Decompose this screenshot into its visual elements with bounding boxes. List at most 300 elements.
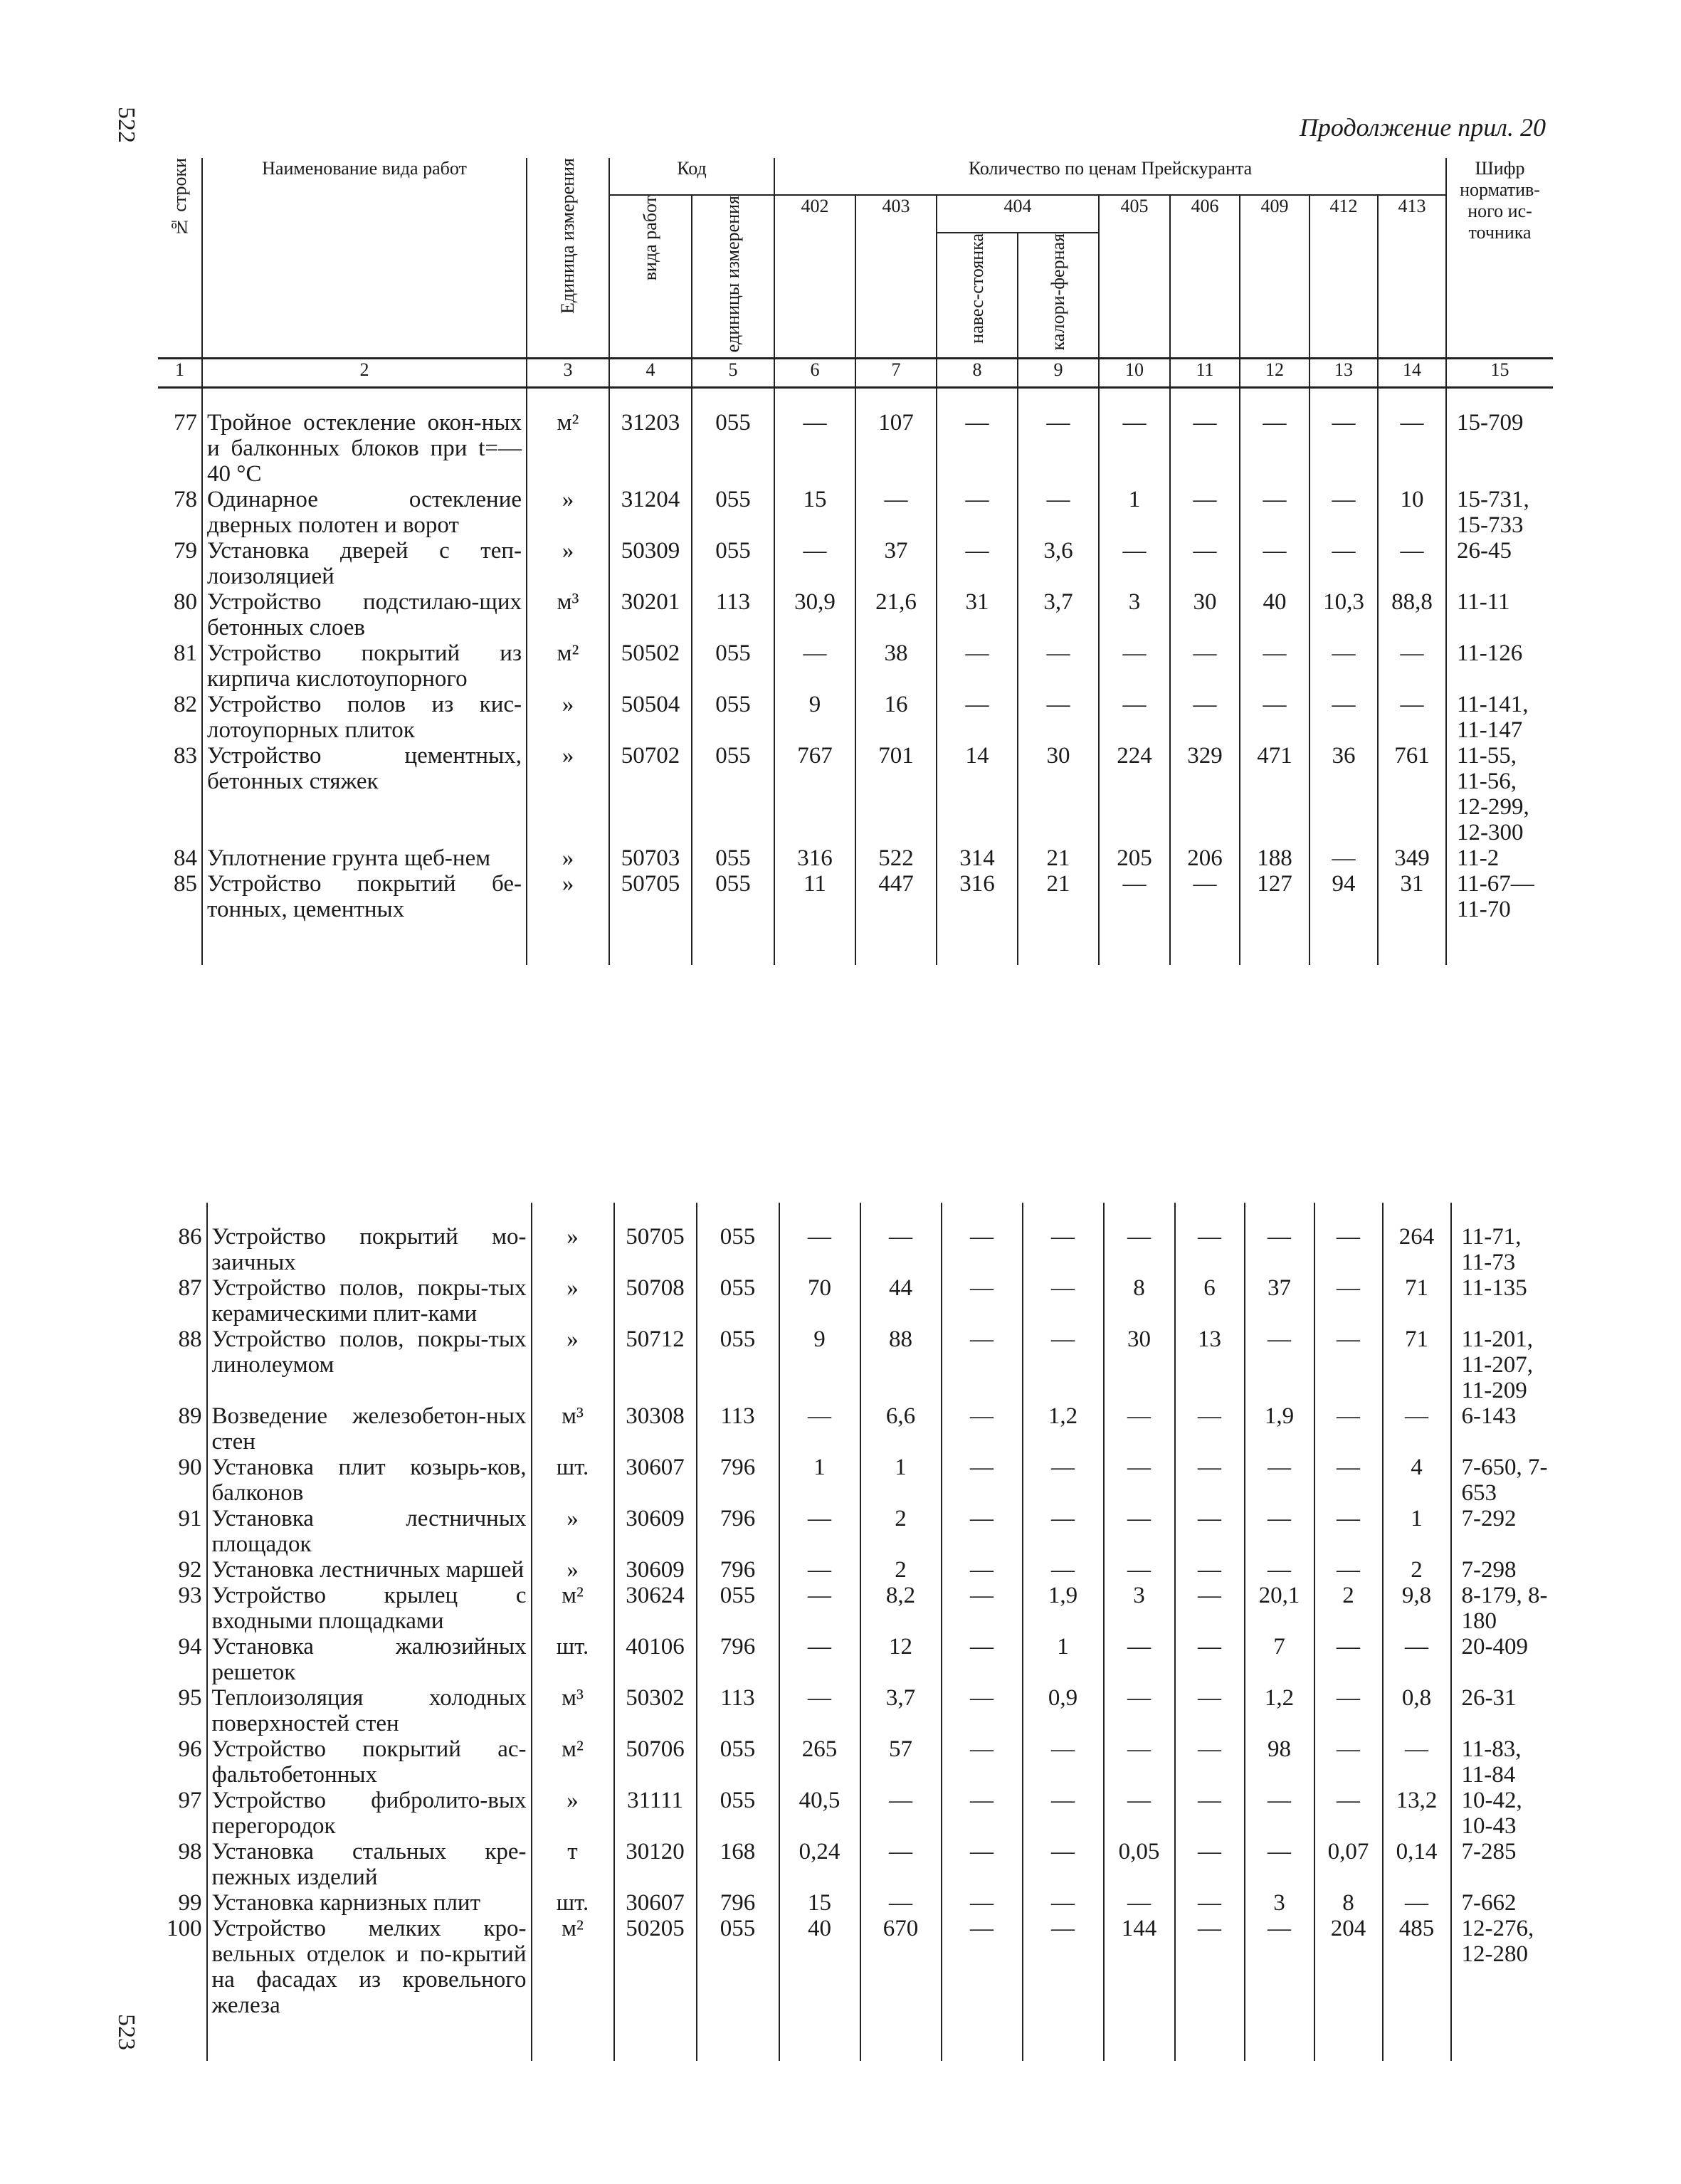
table-cell: 11-135 — [1451, 1275, 1558, 1326]
table-cell: 50705 — [614, 1224, 697, 1275]
table-cell: — — [942, 1506, 1023, 1557]
table-cell: — — [1099, 410, 1170, 487]
table-cell: — — [1310, 410, 1378, 487]
table-cell: 3 — [1099, 589, 1170, 640]
table-cell: 70 — [779, 1275, 860, 1326]
table-cell: — — [1104, 1506, 1175, 1557]
table-row — [162, 1506, 1558, 1557]
table-cell: — — [860, 1224, 942, 1275]
table-cell: 2 — [860, 1506, 942, 1557]
table-cell: 471 — [1240, 743, 1310, 845]
work-name: Устройство полов из кис-лотоупорных плиток — [202, 692, 527, 743]
table-cell: 6 — [1175, 1275, 1245, 1326]
row-number: 81 — [174, 640, 197, 667]
table-row — [162, 1916, 1558, 2018]
table-cell: » — [527, 871, 609, 922]
table-cell: — — [860, 1788, 942, 1839]
table-cell: 329 — [1170, 743, 1240, 845]
work-name: Устройство покрытий мо-заичных — [207, 1224, 532, 1275]
table-cell: м² — [532, 1916, 614, 2018]
table-cell: шт. — [532, 1634, 614, 1685]
table-row — [162, 1224, 1558, 1275]
table-cell: 7-285 — [1451, 1839, 1558, 1890]
table-row — [158, 487, 1553, 538]
row-number: 86 — [178, 1224, 202, 1250]
work-name: Устройство покрытий бе-тонных, цементных — [202, 871, 527, 922]
table-cell: 1,2 — [1245, 1685, 1314, 1736]
table-cell: 1 — [1099, 487, 1170, 538]
table-cell: 1 — [1023, 1634, 1104, 1685]
table-row — [162, 1326, 1558, 1403]
table-cell: — — [1240, 487, 1310, 538]
table-cell: — — [1099, 538, 1170, 589]
table-cell: — — [1378, 538, 1446, 589]
table-cell: — — [779, 1583, 860, 1634]
work-name: Одинарное остекление дверных полотен и ворот — [202, 487, 527, 538]
table-cell: — — [1023, 1275, 1104, 1326]
table-cell: 11-83, 11-84 — [1451, 1736, 1558, 1788]
table-cell: — — [1175, 1736, 1245, 1788]
table-cell: — — [1170, 692, 1240, 743]
table-row — [162, 1403, 1558, 1455]
table-cell: 6-143 — [1451, 1403, 1558, 1455]
table-cell: 71 — [1383, 1275, 1451, 1326]
table-cell: 796 — [697, 1506, 779, 1557]
table-cell: 94 — [1310, 871, 1378, 922]
header-row-no: № строки — [158, 158, 202, 359]
table-cell: — — [1314, 1326, 1383, 1403]
table-cell: м² — [532, 1736, 614, 1788]
row-number: 90 — [178, 1455, 202, 1480]
table-cell: 30201 — [609, 589, 692, 640]
table-cell: — — [937, 640, 1018, 692]
row-number: 100 — [167, 1916, 202, 1941]
table-cell: 37 — [855, 538, 937, 589]
table-cell: 50302 — [614, 1685, 697, 1736]
table-cell: — — [1099, 692, 1170, 743]
table-cell: — — [1104, 1455, 1175, 1506]
table-cell: 12-276, 12-280 — [1451, 1916, 1558, 2018]
table-cell: 055 — [692, 743, 774, 845]
table-cell: — — [942, 1736, 1023, 1788]
table-cell: 055 — [697, 1788, 779, 1839]
table-bottom — [162, 1203, 1558, 2061]
table-cell: 30609 — [614, 1557, 697, 1583]
table-cell: — — [779, 1557, 860, 1583]
row-number: 93 — [178, 1583, 202, 1608]
table-cell: 3,6 — [1018, 538, 1099, 589]
table-cell: — — [1245, 1506, 1314, 1557]
row-number: 85 — [174, 871, 197, 897]
table-cell: 188 — [1240, 845, 1310, 871]
table-cell: шт. — [532, 1455, 614, 1506]
table-cell: 8 — [1104, 1275, 1175, 1326]
work-name: Устройство подстилаю-щих бетонных слоев — [202, 589, 527, 640]
table-cell: 15-709 — [1446, 410, 1553, 487]
table-cell: — — [1018, 640, 1099, 692]
table-cell: 055 — [697, 1583, 779, 1634]
table-cell: — — [1245, 1839, 1314, 1890]
table-cell: — — [855, 487, 937, 538]
table-cell: — — [1175, 1224, 1245, 1275]
table-cell: 98 — [1245, 1736, 1314, 1788]
header-price-406: 406 — [1170, 195, 1240, 359]
table-row — [162, 1736, 1558, 1788]
table-cell: 206 — [1170, 845, 1240, 871]
table-cell: » — [527, 538, 609, 589]
table-row — [158, 410, 1553, 487]
row-number: 95 — [178, 1685, 202, 1711]
table-cell: 522 — [855, 845, 937, 871]
table-cell: 50705 — [609, 871, 692, 922]
table-cell: 26-45 — [1446, 538, 1553, 589]
table-cell: 2 — [1383, 1557, 1451, 1583]
table-cell: — — [1378, 410, 1446, 487]
table-cell: — — [1240, 692, 1310, 743]
table-cell: 50504 — [609, 692, 692, 743]
table-cell: 13,2 — [1383, 1788, 1451, 1839]
table-cell: 314 — [937, 845, 1018, 871]
table-cell: 055 — [692, 487, 774, 538]
table-cell: — — [1018, 487, 1099, 538]
table-cell: 88 — [860, 1326, 942, 1403]
table-cell: — — [1310, 538, 1378, 589]
table-cell: — — [779, 1506, 860, 1557]
work-name: Устройство крылец с входными площадками — [207, 1583, 532, 1634]
table-cell: — — [1314, 1224, 1383, 1275]
table-cell: — — [1023, 1506, 1104, 1557]
table-row — [162, 1685, 1558, 1736]
table-row — [158, 692, 1553, 743]
table-cell: — — [1023, 1557, 1104, 1583]
column-numbers-row: 1 2 3 4 5 6 7 8 9 10 11 12 13 14 15 — [158, 359, 1553, 388]
table-cell: — — [937, 692, 1018, 743]
table-cell: 264 — [1383, 1224, 1451, 1275]
table-cell: 14 — [937, 743, 1018, 845]
table-cell: — — [860, 1890, 942, 1916]
table-cell: 40106 — [614, 1634, 697, 1685]
table-cell: » — [532, 1557, 614, 1583]
table-cell: 8 — [1314, 1890, 1383, 1916]
row-number: 99 — [178, 1890, 202, 1916]
table-cell: 055 — [692, 845, 774, 871]
table-cell: 11 — [774, 871, 855, 922]
work-name: Устройство мелких кро-вельных отделок и по-крытий на фасадах из кровельного железа — [207, 1916, 532, 2018]
table-row — [162, 1455, 1558, 1506]
table-cell: » — [527, 487, 609, 538]
table-cell: — — [1170, 487, 1240, 538]
table-cell: 31204 — [609, 487, 692, 538]
table-cell: — — [1378, 692, 1446, 743]
table-cell: — — [1175, 1788, 1245, 1839]
table-cell: 8,2 — [860, 1583, 942, 1634]
header-price-404-shed: навес-стоянка — [937, 233, 1018, 359]
table-cell: — — [1170, 410, 1240, 487]
table-cell: 113 — [697, 1685, 779, 1736]
table-cell: — — [942, 1634, 1023, 1685]
table-bottom-body — [162, 1203, 1558, 2061]
table-cell: 796 — [697, 1557, 779, 1583]
table-cell: — — [1314, 1634, 1383, 1685]
table-cell: — — [1314, 1275, 1383, 1326]
table-cell: — — [1175, 1890, 1245, 1916]
table-cell: — — [942, 1916, 1023, 2018]
table-cell: 30607 — [614, 1890, 697, 1916]
table-cell: 055 — [697, 1224, 779, 1275]
row-number: 98 — [178, 1839, 202, 1864]
table-cell: 0,24 — [779, 1839, 860, 1890]
table-cell: 30 — [1104, 1326, 1175, 1403]
table-cell: — — [1310, 487, 1378, 538]
row-number: 84 — [174, 845, 197, 872]
table-cell: — — [1240, 410, 1310, 487]
header-source: Шифр норматив-ного ис-точника — [1446, 158, 1553, 359]
work-name: Устройство фибролито-вых перегородок — [207, 1788, 532, 1839]
table-cell: 055 — [697, 1275, 779, 1326]
table-row — [162, 1557, 1558, 1583]
table-cell: 31 — [1378, 871, 1446, 922]
work-name: Теплоизоляция холодных поверхностей стен — [207, 1685, 532, 1736]
table-cell: » — [527, 845, 609, 871]
table-cell: — — [1104, 1890, 1175, 1916]
table-row — [162, 1583, 1558, 1634]
table-cell: 40 — [1240, 589, 1310, 640]
table-cell: — — [1314, 1455, 1383, 1506]
table-cell: — — [1023, 1839, 1104, 1890]
table-cell: 7-298 — [1451, 1557, 1558, 1583]
header-price-402: 402 — [774, 195, 855, 359]
table-cell: 1,2 — [1023, 1403, 1104, 1455]
table-cell: т — [532, 1839, 614, 1890]
table-cell: — — [1175, 1916, 1245, 2018]
table-cell: 796 — [697, 1890, 779, 1916]
table-cell: — — [942, 1455, 1023, 1506]
table-cell: — — [1175, 1583, 1245, 1634]
row-number: 82 — [174, 692, 197, 718]
table-cell: 1 — [779, 1455, 860, 1506]
table-top — [158, 158, 1553, 965]
table-cell: 0,8 — [1383, 1685, 1451, 1736]
table-cell: 10 — [1378, 487, 1446, 538]
work-name: Устройство полов, покры-тых керамическими плит-ками — [207, 1275, 532, 1326]
table-cell: 31203 — [609, 410, 692, 487]
table-cell: 40 — [779, 1916, 860, 2018]
table-cell: — — [1175, 1685, 1245, 1736]
table-cell: 2 — [1314, 1583, 1383, 1634]
work-name: Установка жалюзийных решеток — [207, 1634, 532, 1685]
table-cell: 37 — [1245, 1275, 1314, 1326]
table-cell: 50708 — [614, 1275, 697, 1326]
table-cell: — — [774, 640, 855, 692]
table-row — [158, 640, 1553, 692]
page-number-top: 522 — [113, 107, 139, 143]
table-cell: 701 — [855, 743, 937, 845]
table-cell: 3 — [1245, 1890, 1314, 1916]
table-cell: — — [1104, 1403, 1175, 1455]
table-cell: — — [1310, 640, 1378, 692]
table-cell: — — [1245, 1788, 1314, 1839]
table-cell: 21 — [1018, 871, 1099, 922]
table-cell: — — [1170, 538, 1240, 589]
header-code-work: вида работ — [609, 195, 692, 359]
table-cell: — — [1175, 1839, 1245, 1890]
table-cell: 26-31 — [1451, 1685, 1558, 1736]
table-cell: 11-11 — [1446, 589, 1553, 640]
table-cell: — — [942, 1583, 1023, 1634]
table-cell: — — [1104, 1557, 1175, 1583]
table-cell: — — [942, 1224, 1023, 1275]
table-row — [158, 743, 1553, 845]
table-cell: 20-409 — [1451, 1634, 1558, 1685]
table-cell: 485 — [1383, 1916, 1451, 2018]
table-cell: — — [942, 1326, 1023, 1403]
table-cell: — — [942, 1890, 1023, 1916]
table-cell: 50712 — [614, 1326, 697, 1403]
table-cell: 12 — [860, 1634, 942, 1685]
table-cell: 224 — [1099, 743, 1170, 845]
work-name: Устройство покрытий ас-фальтобетонных — [207, 1736, 532, 1788]
table-cell: 50309 — [609, 538, 692, 589]
table-cell: 11-71, 11-73 — [1451, 1224, 1558, 1275]
table-cell: м² — [532, 1583, 614, 1634]
table-cell: 3,7 — [860, 1685, 942, 1736]
table-cell: — — [1023, 1455, 1104, 1506]
table-cell: 3 — [1104, 1583, 1175, 1634]
table-cell: — — [1314, 1557, 1383, 1583]
table-cell: — — [1314, 1403, 1383, 1455]
row-number: 78 — [174, 487, 197, 513]
row-number: 89 — [178, 1403, 202, 1429]
table-cell: м³ — [532, 1685, 614, 1736]
table-cell: 204 — [1314, 1916, 1383, 2018]
header-price-413: 413 — [1378, 195, 1446, 359]
table-cell: 30607 — [614, 1455, 697, 1506]
table-cell: 7 — [1245, 1634, 1314, 1685]
table-cell: 107 — [855, 410, 937, 487]
table-cell: 11-201, 11-207, 11-209 — [1451, 1326, 1558, 1403]
table-cell: 38 — [855, 640, 937, 692]
table-cell: 1 — [1383, 1506, 1451, 1557]
row-number: 96 — [178, 1736, 202, 1762]
row-number: 83 — [174, 743, 197, 769]
table-cell: — — [779, 1403, 860, 1455]
table-cell: 127 — [1240, 871, 1310, 922]
table-cell: 44 — [860, 1275, 942, 1326]
work-name: Возведение железобетон-ных стен — [207, 1403, 532, 1455]
row-number: 88 — [178, 1326, 202, 1352]
table-cell: — — [1104, 1685, 1175, 1736]
work-name: Установка стальных кре-пежных изделий — [207, 1839, 532, 1890]
table-cell: — — [1023, 1736, 1104, 1788]
work-name: Устройство покрытий из кирпича кислотоупорного — [202, 640, 527, 692]
table-cell: 30,9 — [774, 589, 855, 640]
row-number: 79 — [174, 538, 197, 564]
work-name: Уплотнение грунта щеб-нем — [202, 845, 527, 871]
table-row — [162, 1634, 1558, 1685]
table-cell: 50703 — [609, 845, 692, 871]
table-cell: 88,8 — [1378, 589, 1446, 640]
table-cell: — — [1175, 1455, 1245, 1506]
table-cell: » — [532, 1275, 614, 1326]
table-cell: 50502 — [609, 640, 692, 692]
work-name: Установка лестничных площадок — [207, 1506, 532, 1557]
table-cell: 15-731, 15-733 — [1446, 487, 1553, 538]
table-cell: — — [1104, 1788, 1175, 1839]
table-cell: » — [532, 1224, 614, 1275]
table-cell: — — [1104, 1736, 1175, 1788]
table-cell: 9 — [779, 1326, 860, 1403]
table-cell: — — [942, 1403, 1023, 1455]
table-cell: — — [1023, 1916, 1104, 2018]
table-cell: — — [942, 1275, 1023, 1326]
table-cell: 055 — [692, 410, 774, 487]
table-cell: 1 — [860, 1455, 942, 1506]
table-cell: — — [1023, 1788, 1104, 1839]
header-price-404-calorifer: калори-ферная — [1018, 233, 1099, 359]
continuation-title: Продолжение прил. 20 — [1299, 113, 1546, 142]
table-cell: — — [1018, 410, 1099, 487]
header-price-412: 412 — [1310, 195, 1378, 359]
table-row — [162, 1890, 1558, 1916]
header-unit: Единица измерения — [527, 158, 609, 359]
table-cell: 7-292 — [1451, 1506, 1558, 1557]
table-cell: 670 — [860, 1916, 942, 2018]
table-cell: — — [1175, 1634, 1245, 1685]
table-cell: 30 — [1018, 743, 1099, 845]
row-number: 77 — [174, 410, 197, 436]
table-cell: — — [774, 538, 855, 589]
table-cell: 767 — [774, 743, 855, 845]
table-cell: — — [1099, 871, 1170, 922]
table-cell: — — [1378, 640, 1446, 692]
table-cell: 50205 — [614, 1916, 697, 2018]
table-cell: 144 — [1104, 1916, 1175, 2018]
table-cell: 8-179, 8-180 — [1451, 1583, 1558, 1634]
table-cell: 10,3 — [1310, 589, 1378, 640]
table-cell: — — [1245, 1557, 1314, 1583]
table-cell: — — [779, 1634, 860, 1685]
table-cell: — — [1170, 871, 1240, 922]
table-cell: 31 — [937, 589, 1018, 640]
table-cell: — — [1175, 1403, 1245, 1455]
table-cell: — — [942, 1788, 1023, 1839]
table-row — [158, 589, 1553, 640]
table-cell: 055 — [697, 1916, 779, 2018]
table-cell: 055 — [692, 692, 774, 743]
table-cell: 50706 — [614, 1736, 697, 1788]
table-cell: — — [860, 1839, 942, 1890]
table-cell: 0,07 — [1314, 1839, 1383, 1890]
table-cell: шт. — [532, 1890, 614, 1916]
work-name: Тройное остекление окон-ных и балконных блоков при t=—40 °С — [202, 410, 527, 487]
table-cell: — — [1314, 1685, 1383, 1736]
work-name: Устройство цементных, бетонных стяжек — [202, 743, 527, 845]
table-cell: 11-2 — [1446, 845, 1553, 871]
table-cell: 10-42, 10-43 — [1451, 1788, 1558, 1839]
table-cell: 6,6 — [860, 1403, 942, 1455]
table-cell: 7-662 — [1451, 1890, 1558, 1916]
table-cell: 15 — [779, 1890, 860, 1916]
table-cell: 20,1 — [1245, 1583, 1314, 1634]
table-cell: 316 — [937, 871, 1018, 922]
table-cell: 0,05 — [1104, 1839, 1175, 1890]
table-cell: 57 — [860, 1736, 942, 1788]
table-cell: — — [774, 410, 855, 487]
table-cell: 055 — [697, 1326, 779, 1403]
table-cell: — — [1023, 1224, 1104, 1275]
table-cell: 796 — [697, 1455, 779, 1506]
header-code-unit: единицы измерения — [692, 195, 774, 359]
